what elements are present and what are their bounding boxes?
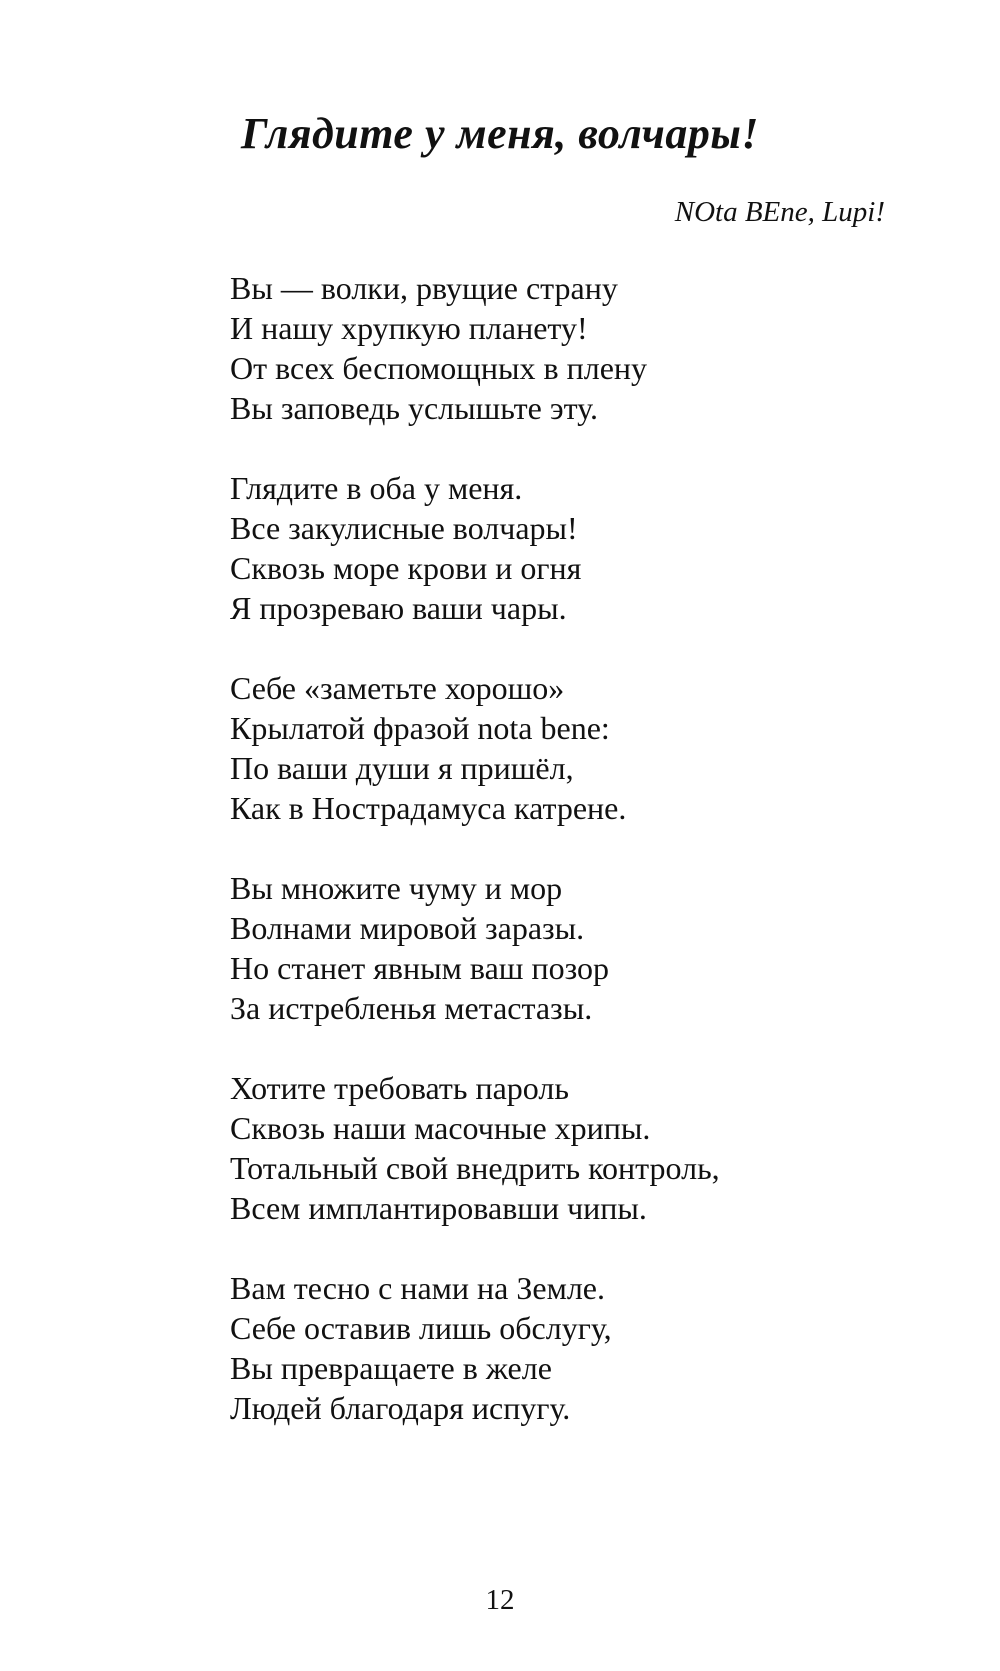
- poem-line: За истребленья метастазы.: [230, 990, 593, 1026]
- stanza: [230, 1068, 930, 1228]
- poem-line: Вы — волки, рвущие страну: [230, 270, 618, 306]
- poem-line: Себе «заметьте хорошо»: [230, 670, 565, 706]
- poem-line: Себе оставив лишь обслугу,: [230, 1310, 612, 1346]
- poem-line: Сквозь наши масочные хрипы.: [230, 1110, 651, 1146]
- poem-line: Хотите требовать пароль: [230, 1070, 569, 1106]
- stanza: [230, 268, 930, 428]
- stanza: [230, 468, 930, 628]
- poem-line: Вам тесно с нами на Земле.: [230, 1270, 605, 1306]
- poem-line: Глядите в оба у меня.: [230, 470, 523, 506]
- poem-line: Людей благодаря испугу.: [230, 1390, 571, 1426]
- poem-line: Всем имплантировавши чипы.: [230, 1190, 647, 1226]
- stanza: [230, 668, 930, 828]
- poem-line: Все закулисные волчары!: [230, 510, 578, 546]
- poem-line: Вы множите чуму и мор: [230, 870, 563, 906]
- poem-body: [230, 268, 930, 1468]
- epigraph: NOta BEne, Lupi!: [674, 196, 885, 228]
- poem-line: По ваши души я пришёл,: [230, 750, 574, 786]
- poem-line: И нашу хрупкую планету!: [230, 310, 588, 346]
- poem-line: Вы заповедь услышьте эту.: [230, 390, 598, 426]
- stanza: [230, 868, 930, 1028]
- stanza: [230, 1268, 930, 1428]
- poem-line: От всех беспомощных в плену: [230, 350, 648, 386]
- poem-line: Я прозреваю ваши чары.: [230, 590, 567, 626]
- poem-title: Глядите у меня, волчары!: [241, 109, 759, 158]
- poem-line: Волнами мировой заразы.: [230, 910, 585, 946]
- poem-line: Тотальный свой внедрить контроль,: [230, 1150, 720, 1186]
- poem-line: Вы превращаете в желе: [230, 1350, 552, 1386]
- poem-line: Но станет явным ваш позор: [230, 950, 610, 986]
- page-number: 12: [485, 1584, 515, 1616]
- poem-line: Как в Нострадамуса катрене.: [230, 790, 627, 826]
- poem-line: Сквозь море крови и огня: [230, 550, 582, 586]
- poem-line: Крылатой фразой nota bene:: [230, 710, 610, 746]
